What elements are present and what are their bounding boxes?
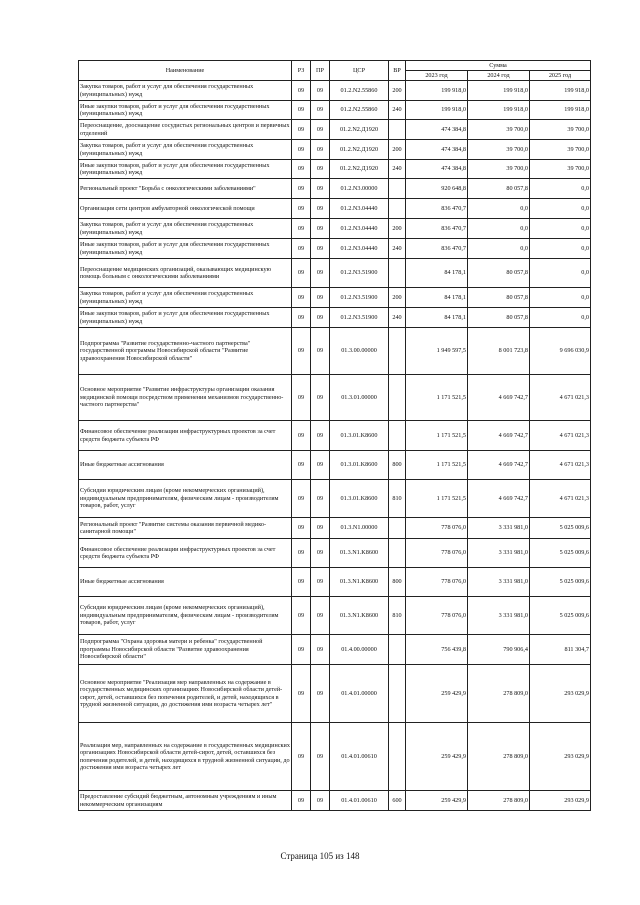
table-row	[79, 791, 591, 811]
table-cell-name: Организация сети центров амбулаторной онкологической помощи	[79, 199, 292, 219]
table-cell-csr: 01.4.00.00000	[330, 635, 389, 665]
table-cell-rz: 09	[292, 140, 311, 160]
table-cell-name: Закупка товаров, работ и услуг для обеспечения государственных (муниципальных) нужд	[79, 140, 292, 160]
table-cell-csr: 01.2.N3.51900	[330, 259, 389, 288]
table-cell-csr: 01.2.N2.Д1920	[330, 140, 389, 160]
table-cell-2024: 278 809,0	[468, 665, 530, 723]
table-cell-name: Переоснащение медицинских организаций, оказывающих медицинскую помощь больным с онкологическими заболеваниями	[79, 259, 292, 288]
table-body	[79, 81, 591, 811]
table-cell-name: Иные бюджетные ассигнования	[79, 568, 292, 597]
table-cell-rz: 09	[292, 120, 311, 140]
table-cell-name: Основное мероприятие "Развитие инфраструктуры организации оказания медицинской помощи посредством применения механизмов государственно-частного партнерства"	[79, 375, 292, 421]
table-row	[79, 101, 591, 120]
table-cell-name: Финансовое обеспечение реализации инфраструктурных проектов за счет средств бюджета субъекта РФ	[79, 421, 292, 451]
table-cell-rz: 09	[292, 219, 311, 239]
table-cell-rz: 09	[292, 81, 311, 101]
table-cell-vr	[389, 179, 406, 199]
table-cell-rz: 09	[292, 539, 311, 568]
table-row	[79, 635, 591, 665]
table-cell-2025: 0,0	[530, 219, 591, 239]
table-cell-2023: 259 429,9	[406, 791, 468, 811]
table-row	[79, 219, 591, 239]
table-cell-2025: 0,0	[530, 259, 591, 288]
table-cell-vr: 240	[389, 308, 406, 328]
table-cell-pr: 09	[311, 140, 330, 160]
table-cell-2023: 259 429,9	[406, 665, 468, 723]
table-cell-vr	[389, 199, 406, 219]
table-cell-rz: 09	[292, 597, 311, 635]
table-cell-rz: 09	[292, 723, 311, 791]
table-cell-2025: 5 025 009,6	[530, 568, 591, 597]
table-cell-2024: 278 809,0	[468, 791, 530, 811]
table-cell-csr: 01.3.00.00000	[330, 328, 389, 375]
table-cell-csr: 01.2.N3.51900	[330, 288, 389, 308]
table-cell-rz: 09	[292, 259, 311, 288]
table-cell-name: Подпрограмма "Развитие государственно-частного партнерства" государственной программы Новосибирской области "Развитие здравоохранения Новосибирской области"	[79, 328, 292, 375]
table-cell-pr: 09	[311, 199, 330, 219]
table-cell-2023: 474 384,8	[406, 120, 468, 140]
table-cell-2023: 84 178,1	[406, 288, 468, 308]
table-cell-name: Реализация мер, направленных на содержание в государственных медицинских организациях Новосибирской области детей-сирот, детей, оставшихся без попечения родителей, и детей, находящихся в трудной жизненной ситуации, до достижения ими возраста четырех лет	[79, 723, 292, 791]
table-cell-csr: 01.2.N2.Д1920	[330, 160, 389, 179]
table-row	[79, 421, 591, 451]
table-cell-name: Региональный проект "Борьба с онкологическими заболеваниями"	[79, 179, 292, 199]
table-cell-rz: 09	[292, 179, 311, 199]
table-cell-rz: 09	[292, 239, 311, 259]
table-cell-2023: 778 076,0	[406, 597, 468, 635]
table-cell-name: Закупка товаров, работ и услуг для обеспечения государственных (муниципальных) нужд	[79, 81, 292, 101]
table-cell-rz: 09	[292, 328, 311, 375]
table-cell-2025: 0,0	[530, 288, 591, 308]
table-cell-name: Иные бюджетные ассигнования	[79, 451, 292, 480]
table-cell-csr: 01.3.01.00000	[330, 375, 389, 421]
table-cell-2024: 3 331 981,0	[468, 539, 530, 568]
table-cell-2024: 3 331 981,0	[468, 597, 530, 635]
table-cell-csr: 01.2.N3.51900	[330, 308, 389, 328]
table-cell-2025: 293 029,9	[530, 791, 591, 811]
table-row	[79, 179, 591, 199]
table-cell-2025: 0,0	[530, 239, 591, 259]
table-cell-2023: 1 171 521,5	[406, 480, 468, 518]
header-pr: ПР	[311, 61, 330, 81]
table-cell-rz: 09	[292, 791, 311, 811]
table-cell-csr: 01.4.01.00000	[330, 665, 389, 723]
table-cell-2023: 84 178,1	[406, 308, 468, 328]
table-cell-name: Переоснащение, дооснащение сосудистых региональных центров и первичных отделений	[79, 120, 292, 140]
table-cell-2023: 199 918,0	[406, 101, 468, 120]
table-cell-vr: 240	[389, 239, 406, 259]
table-cell-2023: 84 178,1	[406, 259, 468, 288]
table-cell-2025: 9 696 030,9	[530, 328, 591, 375]
table-cell-rz: 09	[292, 665, 311, 723]
table-row	[79, 308, 591, 328]
table-cell-2024: 39 700,0	[468, 120, 530, 140]
table-cell-2025: 4 671 021,3	[530, 480, 591, 518]
table-cell-csr: 01.3.01.K8600	[330, 451, 389, 480]
table-row	[79, 597, 591, 635]
table-row	[79, 375, 591, 421]
table-row	[79, 568, 591, 597]
table-cell-vr: 240	[389, 160, 406, 179]
table-cell-vr	[389, 120, 406, 140]
table-cell-name: Основное мероприятие "Реализация мер направленных на содержание в государственных медицинских организациях Новосибирской области детей-сирот, детей, оставшихся без попечения родителей, и детей, находящихся в трудной жизненной ситуации, до достижения ими возраста четырех лет"	[79, 665, 292, 723]
table-cell-2024: 80 057,8	[468, 308, 530, 328]
table-cell-2024: 199 918,0	[468, 101, 530, 120]
table-cell-2025: 811 304,7	[530, 635, 591, 665]
table-cell-vr: 200	[389, 288, 406, 308]
table-row	[79, 140, 591, 160]
table-cell-pr: 09	[311, 665, 330, 723]
table-cell-pr: 09	[311, 179, 330, 199]
table-cell-csr: 01.4.01.00610	[330, 723, 389, 791]
table-cell-2024: 39 700,0	[468, 160, 530, 179]
table-row	[79, 81, 591, 101]
table-cell-pr: 09	[311, 328, 330, 375]
table-row	[79, 539, 591, 568]
table-cell-csr: 01.2.N3.04440	[330, 239, 389, 259]
table-cell-name: Иные закупки товаров, работ и услуг для обеспечения государственных (муниципальных) нужд	[79, 239, 292, 259]
table-cell-2023: 920 648,8	[406, 179, 468, 199]
table-cell-csr: 01.2.N3.00000	[330, 179, 389, 199]
table-cell-2023: 1 171 521,5	[406, 421, 468, 451]
table-cell-2025: 39 700,0	[530, 160, 591, 179]
table-cell-2024: 39 700,0	[468, 140, 530, 160]
table-cell-vr: 800	[389, 451, 406, 480]
table-cell-vr: 240	[389, 101, 406, 120]
table-cell-rz: 09	[292, 101, 311, 120]
page-number: Страница 105 из 148	[280, 851, 360, 861]
table-cell-rz: 09	[292, 160, 311, 179]
table-cell-2023: 756 439,8	[406, 635, 468, 665]
table-cell-name: Предоставление субсидий бюджетным, автономным учреждениям и иным некоммерческим организациям	[79, 791, 292, 811]
table-row	[79, 288, 591, 308]
table-cell-name: Закупка товаров, работ и услуг для обеспечения государственных (муниципальных) нужд	[79, 219, 292, 239]
table-cell-pr: 09	[311, 288, 330, 308]
table-cell-name: Закупка товаров, работ и услуг для обеспечения государственных (муниципальных) нужд	[79, 288, 292, 308]
table-cell-name: Иные закупки товаров, работ и услуг для обеспечения государственных (муниципальных) нужд	[79, 160, 292, 179]
header-rz: РЗ	[292, 61, 311, 81]
table-cell-2024: 4 669 742,7	[468, 480, 530, 518]
table-cell-csr: 01.3.01.K8600	[330, 480, 389, 518]
table-cell-2024: 278 809,0	[468, 723, 530, 791]
budget-table	[78, 60, 591, 811]
table-cell-pr: 09	[311, 568, 330, 597]
table-cell-pr: 09	[311, 480, 330, 518]
table-cell-2025: 0,0	[530, 179, 591, 199]
table-cell-csr: 01.3.01.K8600	[330, 421, 389, 451]
table-row	[79, 328, 591, 375]
table-cell-2024: 80 057,8	[468, 179, 530, 199]
table-cell-name: Иные закупки товаров, работ и услуг для обеспечения государственных (муниципальных) нужд	[79, 308, 292, 328]
table-cell-csr: 01.3.N1.K8600	[330, 568, 389, 597]
header-name: Наименование	[79, 61, 292, 81]
table-cell-2025: 5 025 009,6	[530, 539, 591, 568]
table-cell-pr: 09	[311, 597, 330, 635]
table-cell-2023: 259 429,9	[406, 723, 468, 791]
table-cell-2024: 4 669 742,7	[468, 451, 530, 480]
table-cell-vr	[389, 518, 406, 539]
table-cell-vr	[389, 375, 406, 421]
table-cell-rz: 09	[292, 288, 311, 308]
table-cell-2024: 4 669 742,7	[468, 375, 530, 421]
table-cell-2024: 0,0	[468, 199, 530, 219]
table-row	[79, 259, 591, 288]
table-cell-2025: 0,0	[530, 199, 591, 219]
table-cell-2025: 39 700,0	[530, 140, 591, 160]
table-cell-rz: 09	[292, 375, 311, 421]
table-cell-rz: 09	[292, 568, 311, 597]
table-cell-csr: 01.3.N1.00000	[330, 518, 389, 539]
table-cell-pr: 09	[311, 308, 330, 328]
table-cell-2024: 4 669 742,7	[468, 421, 530, 451]
table-cell-vr	[389, 665, 406, 723]
table-cell-2023: 836 470,7	[406, 219, 468, 239]
table-cell-2025: 199 918,0	[530, 81, 591, 101]
table-cell-vr: 800	[389, 568, 406, 597]
table-cell-2023: 778 076,0	[406, 568, 468, 597]
table-cell-name: Субсидии юридическим лицам (кроме некоммерческих организаций), индивидуальным предпринимателям, физическим лицам - производителям товаров, работ, услуг	[79, 597, 292, 635]
table-cell-vr	[389, 259, 406, 288]
table-cell-vr: 200	[389, 219, 406, 239]
table-cell-pr: 09	[311, 723, 330, 791]
table-cell-csr: 01.2.N3.04440	[330, 199, 389, 219]
header-vr: ВР	[389, 61, 406, 81]
table-cell-2023: 1 171 521,5	[406, 451, 468, 480]
table-cell-rz: 09	[292, 199, 311, 219]
table-cell-csr: 01.4.01.00610	[330, 791, 389, 811]
header-csr: ЦСР	[330, 61, 389, 81]
table-cell-pr: 09	[311, 791, 330, 811]
table-cell-2024: 3 331 981,0	[468, 568, 530, 597]
table-cell-pr: 09	[311, 635, 330, 665]
table-cell-vr	[389, 539, 406, 568]
table-cell-pr: 09	[311, 539, 330, 568]
header-year-2023: 2023 год	[406, 71, 468, 81]
table-cell-vr: 810	[389, 597, 406, 635]
table-cell-pr: 09	[311, 219, 330, 239]
table-cell-name: Финансовое обеспечение реализации инфраструктурных проектов за счет средств бюджета субъекта РФ	[79, 539, 292, 568]
table-cell-vr	[389, 635, 406, 665]
table-cell-2024: 3 331 981,0	[468, 518, 530, 539]
table-cell-2024: 8 001 723,8	[468, 328, 530, 375]
table-row	[79, 665, 591, 723]
table-cell-2024: 80 057,8	[468, 288, 530, 308]
table-cell-2025: 4 671 021,3	[530, 421, 591, 451]
table-row	[79, 199, 591, 219]
table-cell-vr: 810	[389, 480, 406, 518]
table-cell-2023: 836 470,7	[406, 239, 468, 259]
table-cell-vr	[389, 723, 406, 791]
table-row	[79, 518, 591, 539]
table-cell-2025: 0,0	[530, 308, 591, 328]
table-row	[79, 120, 591, 140]
table-cell-vr: 600	[389, 791, 406, 811]
table-row	[79, 451, 591, 480]
table-cell-vr: 200	[389, 140, 406, 160]
table-cell-vr	[389, 421, 406, 451]
table-cell-pr: 09	[311, 421, 330, 451]
table-cell-vr	[389, 328, 406, 375]
table-cell-2023: 778 076,0	[406, 539, 468, 568]
table-cell-2025: 5 025 009,6	[530, 597, 591, 635]
table-cell-2023: 1 171 521,5	[406, 375, 468, 421]
table-cell-pr: 09	[311, 81, 330, 101]
table-cell-rz: 09	[292, 635, 311, 665]
table-cell-2023: 836 470,7	[406, 199, 468, 219]
table-cell-2025: 4 671 021,3	[530, 375, 591, 421]
header-year-2024: 2024 год	[468, 71, 530, 81]
table-cell-csr: 01.3.N1.K8600	[330, 539, 389, 568]
table-cell-rz: 09	[292, 308, 311, 328]
table-cell-2024: 0,0	[468, 219, 530, 239]
table-cell-pr: 09	[311, 120, 330, 140]
table-cell-csr: 01.2.N2.55860	[330, 101, 389, 120]
table-row	[79, 480, 591, 518]
table-cell-pr: 09	[311, 259, 330, 288]
table-cell-name: Иные закупки товаров, работ и услуг для обеспечения государственных (муниципальных) нужд	[79, 101, 292, 120]
table-cell-name: Субсидии юридическим лицам (кроме некоммерческих организаций), индивидуальным предпринимателям, физическим лицам - производителям товаров, работ, услуг	[79, 480, 292, 518]
table-cell-2024: 199 918,0	[468, 81, 530, 101]
table-cell-2024: 80 057,8	[468, 259, 530, 288]
table-cell-2024: 790 906,4	[468, 635, 530, 665]
table-cell-rz: 09	[292, 451, 311, 480]
table-cell-csr: 01.2.N3.04440	[330, 219, 389, 239]
table-cell-csr: 01.3.N1.K8600	[330, 597, 389, 635]
table-cell-pr: 09	[311, 451, 330, 480]
table-cell-2025: 4 671 021,3	[530, 451, 591, 480]
table-cell-2025: 293 029,9	[530, 665, 591, 723]
table-cell-pr: 09	[311, 375, 330, 421]
table-cell-2025: 5 025 009,6	[530, 518, 591, 539]
table-cell-2023: 778 076,0	[406, 518, 468, 539]
table-cell-pr: 09	[311, 160, 330, 179]
table-cell-name: Подпрограмма "Охрана здоровья матери и ребенка" государственной программы Новосибирской области "Развитие здравоохранения Новосибирской области"	[79, 635, 292, 665]
table-cell-2025: 293 029,9	[530, 723, 591, 791]
table-cell-name: Региональный проект "Развитие системы оказания первичной медико-санитарной помощи"	[79, 518, 292, 539]
table-cell-rz: 09	[292, 480, 311, 518]
table-cell-2023: 199 918,0	[406, 81, 468, 101]
table-cell-csr: 01.2.N2.Д1920	[330, 120, 389, 140]
table-row	[79, 160, 591, 179]
table-cell-csr: 01.2.N2.55860	[330, 81, 389, 101]
table-cell-2025: 199 918,0	[530, 101, 591, 120]
table-row	[79, 723, 591, 791]
table-cell-2023: 1 949 597,5	[406, 328, 468, 375]
table-cell-2024: 0,0	[468, 239, 530, 259]
table-cell-vr: 200	[389, 81, 406, 101]
table-cell-pr: 09	[311, 518, 330, 539]
table-cell-2025: 39 700,0	[530, 120, 591, 140]
table-cell-pr: 09	[311, 239, 330, 259]
table-cell-2023: 474 384,8	[406, 160, 468, 179]
table-row	[79, 239, 591, 259]
header-year-2025: 2025 год	[530, 71, 591, 81]
table-cell-rz: 09	[292, 421, 311, 451]
table-cell-rz: 09	[292, 518, 311, 539]
table-cell-pr: 09	[311, 101, 330, 120]
table-cell-2023: 474 384,8	[406, 140, 468, 160]
header-sum: Сумма	[406, 61, 591, 71]
